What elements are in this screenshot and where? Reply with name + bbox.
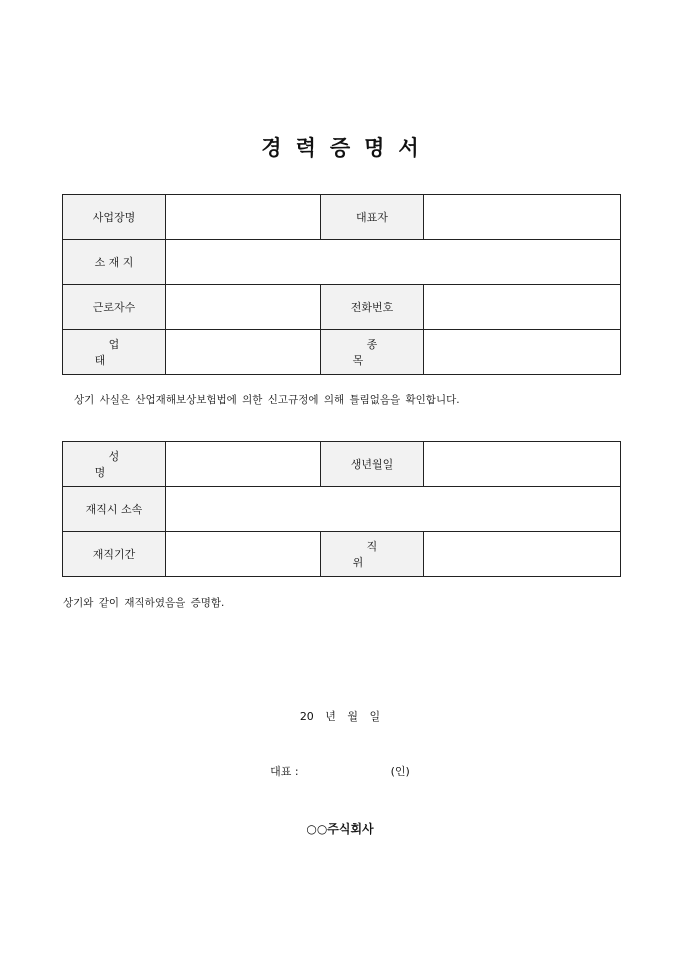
company-name: ○○주식회사 — [306, 822, 374, 836]
employment-period-label: 재직기간 — [63, 532, 166, 577]
position-label: 직위 — [321, 532, 424, 577]
document-title: 경력증명서 — [261, 136, 433, 160]
business-type-label: 업태 — [63, 330, 166, 375]
phone-label: 전화번호 — [321, 285, 424, 330]
name-field[interactable] — [166, 442, 321, 487]
address-label: 소 재 지 — [63, 240, 166, 285]
table-row — [63, 285, 621, 330]
employment-certification-note: 상기와 같이 재직하였음을 증명함. — [63, 597, 225, 609]
business-item-label: 종목 — [321, 330, 424, 375]
workers-field[interactable] — [166, 285, 321, 330]
workers-label: 근로자수 — [63, 285, 166, 330]
table-row — [63, 195, 621, 240]
employee-info-table — [62, 441, 621, 577]
address-field[interactable] — [166, 240, 621, 285]
table-row — [63, 330, 621, 375]
affiliation-field[interactable] — [166, 487, 621, 532]
phone-field[interactable] — [424, 285, 621, 330]
birth-date-label: 생년월일 — [321, 442, 424, 487]
representative-signature-line — [0, 763, 680, 779]
issue-date-line: 20 년 월 일 — [299, 710, 381, 723]
representative-label: 대표자 — [321, 195, 424, 240]
company-confirmation-note: 상기 사실은 산업재해보상보험법에 의한 신고규정에 의해 틀림없음을 확인합니다. — [74, 394, 460, 406]
representative-field[interactable] — [424, 195, 621, 240]
business-type-field[interactable] — [166, 330, 321, 375]
position-field[interactable] — [424, 532, 621, 577]
table-row — [63, 487, 621, 532]
business-name-field[interactable] — [166, 195, 321, 240]
affiliation-label: 재직시 소속 — [63, 487, 166, 532]
name-label: 성명 — [63, 442, 166, 487]
seal-mark: (인) — [390, 765, 410, 778]
table-row — [63, 442, 621, 487]
business-name-label: 사업장명 — [63, 195, 166, 240]
business-item-field[interactable] — [424, 330, 621, 375]
employment-period-field[interactable] — [166, 532, 321, 577]
table-row — [63, 240, 621, 285]
company-info-table — [62, 194, 621, 375]
table-row — [63, 532, 621, 577]
representative-prefix: 대표 : — [270, 765, 299, 778]
birth-date-field[interactable] — [424, 442, 621, 487]
